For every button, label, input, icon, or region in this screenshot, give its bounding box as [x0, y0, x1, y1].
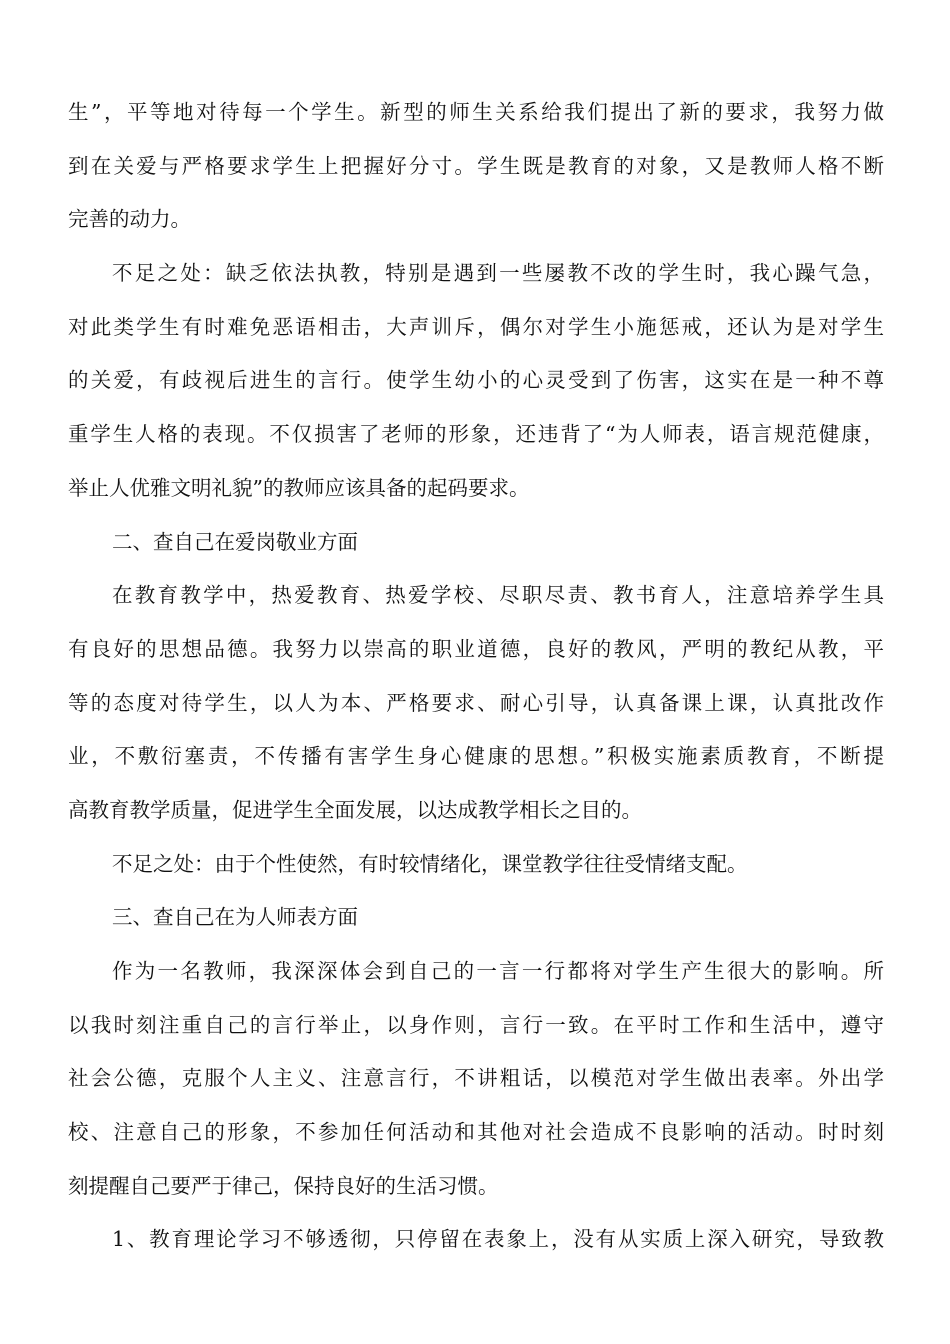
text-line: 以我时刻注重自己的言行举止，以身作则，言行一致。在平时工作和生活中，遵守: [68, 1012, 884, 1037]
text-line: 不足之处：由于个性使然，有时较情绪化，课堂教学往往受情绪支配。: [112, 851, 748, 876]
section-heading: 二、查自己在爱岗敬业方面: [112, 529, 358, 554]
text-line: 不足之处：缺乏依法执教，特别是遇到一些屡教不改的学生时，我心躁气急，: [112, 261, 884, 286]
text-line: 社会公德，克服个人主义、注意言行，不讲粗话，以模范对学生做出表率。外出学: [68, 1066, 884, 1091]
text-line: 高教育教学质量，促进学生全面发展，以达成教学相长之目的。: [68, 797, 642, 822]
text-line: 完善的动力。: [68, 207, 191, 232]
text-line: 的关爱，有歧视后进生的言行。使学生幼小的心灵受到了伤害，这实在是一种不尊: [68, 368, 884, 393]
text-line: 刻提醒自己要严于律己，保持良好的生活习惯。: [68, 1173, 499, 1198]
text-line: 校、注意自己的形象，不参加任何活动和其他对社会造成不良影响的活动。时时刻: [68, 1120, 884, 1145]
text-line: 到在关爱与严格要求学生上把握好分寸。学生既是教育的对象，又是教师人格不断: [68, 153, 884, 178]
text-line: 重学生人格的表现。不仅损害了老师的形象，还违背了“为人师表，语言规范健康，: [68, 422, 884, 447]
text-line: 业，不敷衍塞责，不传播有害学生身心健康的思想。”积极实施素质教育，不断提: [68, 744, 884, 769]
document-body: [68, 86, 884, 1267]
section-heading: 三、查自己在为人师表方面: [112, 905, 358, 930]
text-line: 等的态度对待学生，以人为本、严格要求、耐心引导，认真备课上课，认真批改作: [68, 690, 884, 715]
text-line: 生”，平等地对待每一个学生。新型的师生关系给我们提出了新的要求，我努力做: [68, 100, 884, 124]
text-line: 对此类学生有时难免恶语相击，大声训斥，偶尔对学生小施惩戒，还认为是对学生: [68, 314, 884, 339]
text-line: 1、教育理论学习不够透彻，只停留在表象上，没有从实质上深入研究，导致教: [112, 1227, 884, 1252]
text-line: 在教育教学中，热爱教育、热爱学校、尽职尽责、教书育人，注意培养学生具: [112, 583, 884, 608]
text-line: 作为一名教师，我深深体会到自己的一言一行都将对学生产生很大的影响。所: [112, 959, 884, 983]
text-line: 举止人优雅文明礼貌”的教师应该具备的起码要求。: [68, 475, 530, 500]
text-line: 有良好的思想品德。我努力以崇高的职业道德，良好的教风，严明的教纪从教，平: [68, 636, 884, 661]
